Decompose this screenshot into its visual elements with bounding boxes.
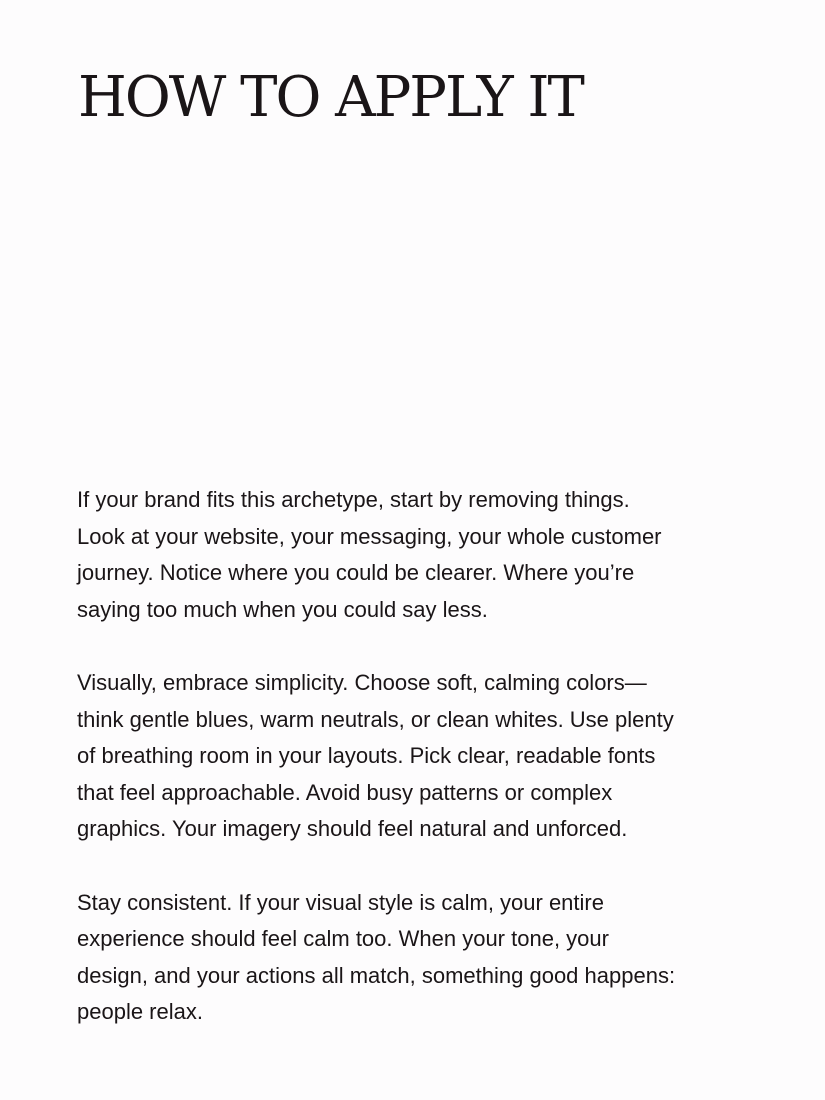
paragraph-removing-things (77, 482, 757, 628)
text-line: think gentle blues, warm neutrals, or clean whites. Use plenty (77, 706, 674, 732)
body-text (77, 482, 757, 1068)
text-line: people relax. (77, 999, 203, 1025)
text-line: saying too much when you could say less. (77, 596, 488, 622)
text-line: graphics. Your imagery should feel natural and unforced. (77, 816, 628, 842)
text-line: design, and your actions all match, something good happens: (77, 962, 676, 988)
text-line: Stay consistent. If your visual style is calm, your entire (77, 889, 604, 915)
paragraph-stay-consistent (77, 885, 757, 1031)
paragraph-visual-simplicity (77, 665, 757, 848)
text-line: journey. Notice where you could be clearer. Where you’re (77, 560, 635, 586)
text-line: If your brand fits this archetype, start by removing things. (77, 487, 630, 512)
text-line: experience should feel calm too. When your tone, your (77, 926, 609, 952)
text-line: Visually, embrace simplicity. Choose soft, calming colors— (77, 669, 647, 695)
text-line: of breathing room in your layouts. Pick clear, readable fonts (77, 743, 656, 769)
text-line: Look at your website, your messaging, your whole customer (77, 523, 662, 549)
page-title: HOW TO APPLY IT (78, 65, 583, 130)
text-line: that feel approachable. Avoid busy patterns or complex (77, 779, 613, 805)
